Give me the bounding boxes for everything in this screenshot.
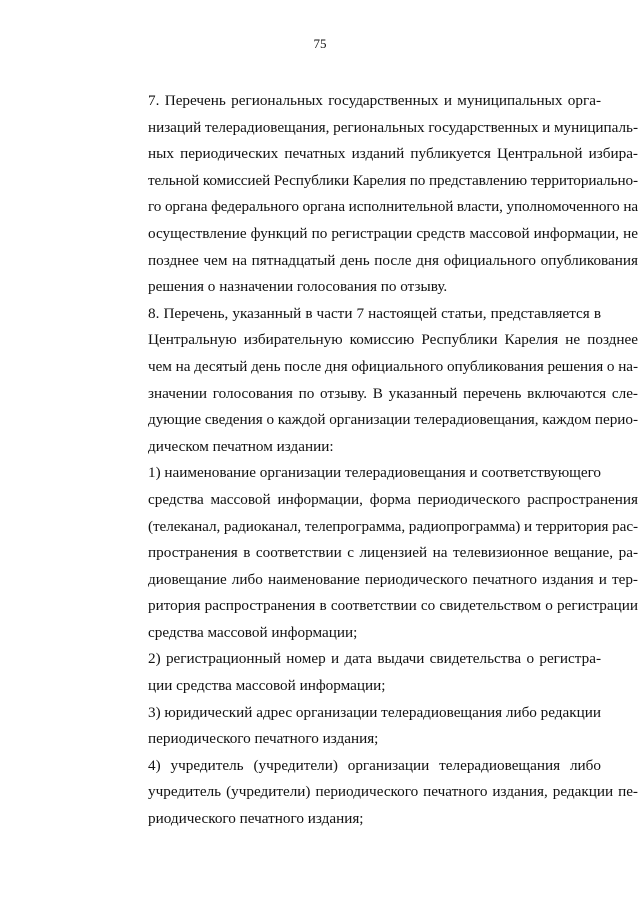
text-line: (телеканал, радиоканал, телепрограмма, радиопрограмма) и территория рас- <box>148 517 638 535</box>
text-line: Центральную избирательную комиссию Республики Карелия не позднее <box>148 331 638 349</box>
document-body <box>111 88 638 833</box>
text-line: средства массовой информации; <box>148 623 358 641</box>
text-line: 7. Перечень региональных государственных и муниципальных орга- <box>148 92 601 109</box>
text-line: 4) учредитель (учредители) организации телерадиовещания либо <box>148 756 601 774</box>
text-line: позднее чем на пятнадцатый день после дня официального опубликования <box>148 251 638 269</box>
text-line: дующие сведения о каждой организации телерадиовещания, каждом перио- <box>148 411 638 429</box>
text-line: 8. Перечень, указанный в части 7 настоящей статьи, представляется в <box>148 304 601 322</box>
text-line: 1) наименование организации телерадиовещания и соответствующего <box>148 464 601 482</box>
text-line: тельной комиссией Республики Карелия по представлению территориально- <box>148 171 638 189</box>
text-line: низаций телерадиовещания, региональных государственных и муниципаль- <box>148 118 638 136</box>
list-item-2 <box>111 646 601 699</box>
text-line: риодического печатного издания; <box>148 810 364 828</box>
text-line: пространения в соответствии с лицензией на телевизионное вещание, ра- <box>148 544 638 562</box>
text-line: ных периодических печатных изданий публикуется Центральной избира- <box>148 145 638 163</box>
text-line: 2) регистрационный номер и дата выдачи свидетельства о регистра- <box>148 650 601 668</box>
text-line: решения о назначении голосования по отзыву. <box>148 278 448 296</box>
text-line: учредитель (учредители) периодического печатного издания, редакции пе- <box>148 783 638 801</box>
text-line: средства массовой информации, форма периодического распространения <box>148 490 638 508</box>
text-line: значении голосования по отзыву. В указанный перечень включаются сле- <box>148 384 638 402</box>
text-line: ритория распространения в соответствии со свидетельством о регистрации <box>148 597 638 615</box>
text-line: осуществление функций по регистрации средств массовой информации, не <box>148 224 638 242</box>
text-line: диовещание либо наименование периодического печатного издания и тер- <box>148 570 638 588</box>
list-item-3 <box>111 700 601 753</box>
text-line: ции средства массовой информации; <box>148 677 386 695</box>
list-item-4 <box>111 753 638 833</box>
paragraph-8 <box>111 301 638 461</box>
list-item-1 <box>111 460 638 646</box>
text-line: го органа федерального органа исполнительной власти, уполномоченного на <box>148 198 638 216</box>
text-line: 3) юридический адрес организации телерадиовещания либо редакции <box>148 703 601 721</box>
text-line: периодического печатного издания; <box>148 730 379 748</box>
text-line: дическом печатном издании: <box>148 437 334 455</box>
text-line: чем на десятый день после дня официального опубликования решения о на- <box>148 357 638 375</box>
paragraph-7 <box>111 88 638 301</box>
page-number: 75 <box>313 36 327 51</box>
